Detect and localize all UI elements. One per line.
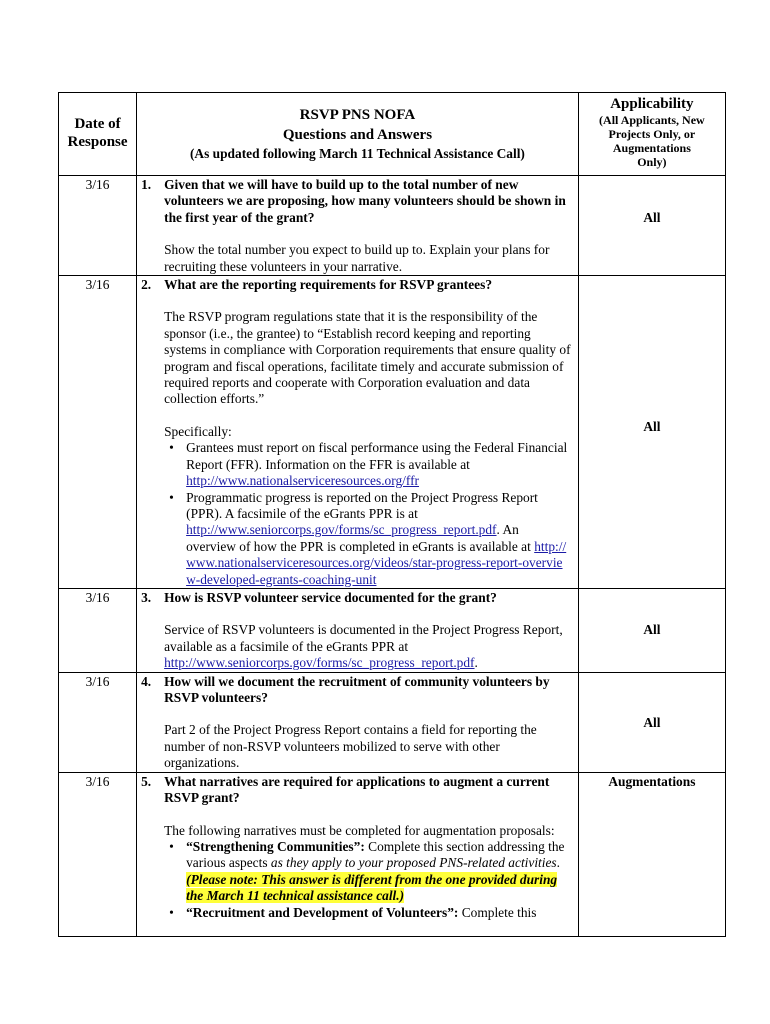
applicability-column-header: Applicability (All Applicants, New Projects Only, or Augmentations Only) (578, 93, 725, 176)
answer-text: Part 2 of the Project Progress Report contains a field for reporting the number of non-RSVP volunteers mobilized to serve with other organizations. (164, 722, 537, 771)
list-item: • Programmatic progress is reported on the Project Progress Report (PPR). A facsimile of the eGrants PPR is at http://www.seniorcorps.gov/forms/sc_progress_report.pdf. An overview of how the PPR is completed in eGrants is available at http://www.nationalserviceresources.org/videos/star-progress-report-overview-developed-egrants-coaching-unit (186, 490, 572, 588)
ffr-link[interactable]: http://www.nationalserviceresources.org/ffr (186, 473, 420, 489)
question-text: How is RSVP volunteer service documented for the grant? (164, 590, 497, 606)
table-row (59, 772, 726, 936)
qa-cell (137, 672, 579, 772)
list-item: • “Recruitment and Development of Volunteers”: Complete this (186, 905, 572, 921)
answer-text: Service of RSVP volunteers is documented in the Project Progress Report, available as a facsimile of the eGrants PPR at http://www.seniorcorps.gov/forms/sc_progress_report.pdf. (164, 622, 563, 671)
date-column-header: Date of Response (59, 93, 137, 176)
answer-intro: The following narratives must be completed for augmentation proposals: (164, 822, 555, 838)
bullet-list (164, 440, 572, 588)
qa-cell (137, 589, 579, 673)
list-item: • Grantees must report on fiscal performance using the Federal Financial Report (FFR). Information on the FFR is available at http://www.nationalserviceresources.org/ffr (186, 440, 572, 489)
applicability-value: All (578, 176, 725, 276)
question-text: What narratives are required for applications to augment a current RSVP grant? (164, 773, 550, 806)
ppr-facsimile-link[interactable]: http://www.seniorcorps.gov/forms/sc_progress_report.pdf (186, 522, 497, 538)
document-title-cell (137, 93, 579, 176)
document-title: RSVP PNS NOFA (299, 107, 416, 123)
list-item: • “Strengthening Communities”: Complete this section addressing the various aspects as they apply to your proposed PNS-related activities. (Please note: This answer is different from the one provided during the March 11 technical assistance call.) (186, 839, 572, 905)
update-note: (As updated following March 11 Technical Assistance Call) (189, 146, 525, 161)
answer-text: Show the total number you expect to build up to. Explain your plans for recruiting these volunteers in your narrative. (164, 242, 550, 274)
table-row (59, 176, 726, 276)
question-number: 4. (141, 673, 152, 689)
qa-cell (137, 276, 579, 589)
question-number: 2. (141, 277, 152, 293)
applicability-value: Augmentations (578, 772, 725, 936)
qa-table (58, 92, 726, 937)
question-number: 1. (141, 177, 152, 192)
highlighted-note: (Please note: This answer is different from the one provided during the March 11 technical assistance call.) (186, 871, 558, 904)
applicability-value: All (578, 589, 725, 673)
response-date: 3/16 (59, 589, 137, 673)
response-date: 3/16 (59, 772, 137, 936)
table-row (59, 276, 726, 589)
response-date: 3/16 (59, 672, 137, 772)
question-text: Given that we will have to build up to the total number of new volunteers we are proposing, how many volunteers should be shown in the first year of the grant? (164, 177, 566, 225)
ppr-facsimile-link[interactable]: http://www.seniorcorps.gov/forms/sc_progress_report.pdf (164, 655, 475, 671)
applicability-value: All (578, 276, 725, 589)
table-row (59, 589, 726, 673)
question-number: 3. (141, 590, 152, 606)
question-number: 5. (141, 773, 152, 789)
document-subtitle: Questions and Answers (282, 127, 433, 143)
table-header-row (59, 93, 726, 176)
applicability-value: All (578, 672, 725, 772)
table-row (59, 672, 726, 772)
question-text: How will we document the recruitment of community volunteers by RSVP volunteers? (164, 673, 550, 706)
qa-cell (137, 176, 579, 276)
ppr-overview-video-link[interactable]: http://www.nationalserviceresources.org/videos/star-progress-report-overview-developed-egrants-coaching-unit (186, 538, 567, 587)
bullet-list (164, 839, 572, 921)
answer-text: The RSVP program regulations state that it is the responsibility of the sponsor (i.e., the grantee) to “Establish record keeping and reporting systems in compliance with Corporation requirements that ensure quality of program and fiscal operations, facilitate timely and accurate submission of required reports and cooperate with Corporation evaluation and data collection efforts.” (164, 309, 571, 407)
qa-cell (137, 772, 579, 936)
response-date: 3/16 (59, 276, 137, 589)
question-text: What are the reporting requirements for RSVP grantees? (164, 277, 493, 293)
answer-intro: Specifically: (164, 423, 232, 439)
response-date: 3/16 (59, 176, 137, 276)
